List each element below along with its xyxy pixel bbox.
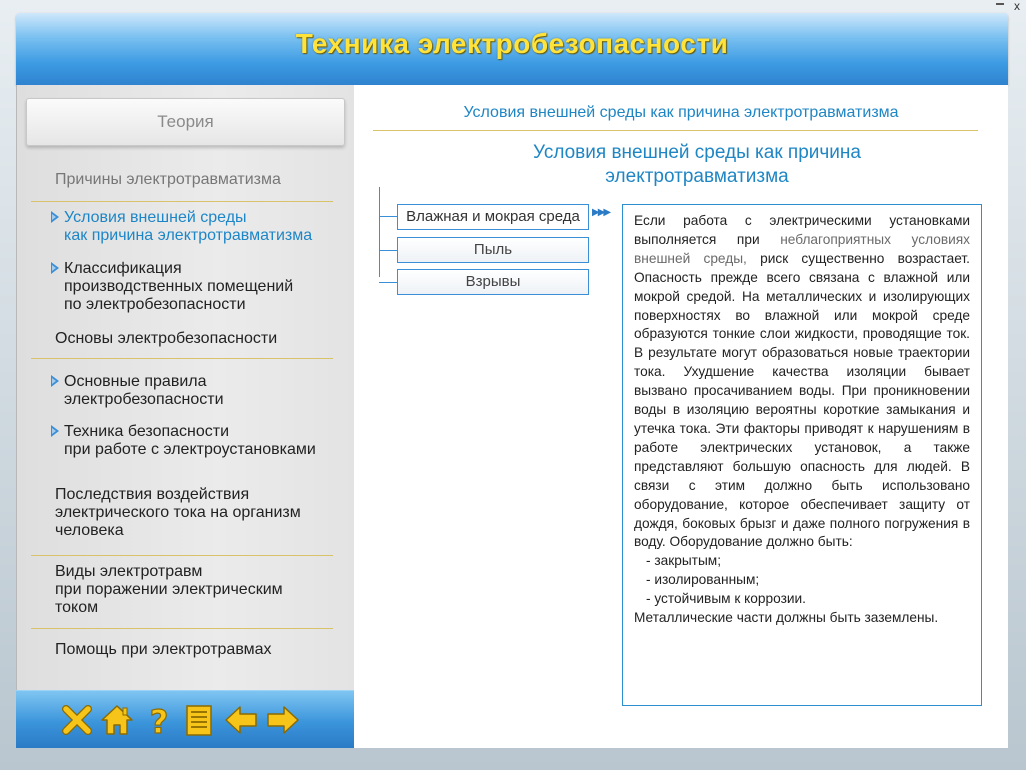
sidebar-section-label: электрического тока на организм [55, 504, 301, 521]
forward-arrow-icon[interactable] [266, 703, 300, 737]
theory-button[interactable]: Теория [26, 98, 345, 146]
text-segment: риск существенно возрастает. Опасность прежде всего связана с влажной или мокрой средой. На металлических и изолирующих поверхностях во влажной или мокрой среде образуются тонкие слои жидкости, проводящие ток. В результате могут образоваться новые траектории тока. Ухудшение качества изоляции бывает вызвано просачиванием воды. При проникновении воды в изоляцию вероятны короткие замыкания и утечка тока. Эти факторы приводят к нарушениям в работе электрических установок, а также представляют большую опасность для людей. В связи с этим должно быть использовано оборудование, которое обеспечивает защиту от дождя, боковых брызг и даже полного погружения в воду. Оборудование должно быть: [634, 250, 970, 550]
minimize-icon[interactable] [996, 3, 1004, 5]
text-highlight: неблагоприятных условиях внешней среды, [634, 231, 971, 266]
sidebar-section-consequences[interactable] [55, 486, 301, 540]
sidebar-section-label: Виды электротравм [55, 563, 203, 580]
sidebar [16, 85, 354, 690]
list-item: - изолированным; [646, 572, 760, 588]
page-title [354, 141, 1026, 189]
text-segment: Если работа с электрическими установками выполняется при [634, 213, 970, 247]
sidebar-item-environment[interactable] [64, 209, 312, 245]
bullet-arrow-icon [51, 211, 59, 223]
sidebar-divider [31, 201, 333, 202]
app-header [16, 13, 1008, 85]
svg-text:?: ? [149, 703, 169, 737]
bullet-arrow-icon [51, 375, 59, 387]
sidebar-item-safety-techniques[interactable] [64, 423, 316, 459]
text-segment: Металлические части должны быть заземлены. [634, 610, 939, 626]
page-title-line: электротравматизма [605, 166, 789, 187]
contents-icon[interactable] [182, 703, 216, 737]
close-icon[interactable] [60, 703, 94, 737]
tree-connector [379, 282, 397, 283]
sidebar-item-label: по электробезопасности [64, 296, 246, 313]
sidebar-item-label: электробезопасности [64, 391, 224, 408]
tree-connector [379, 187, 380, 277]
content-panel [354, 85, 1008, 748]
breadcrumb: Условия внешней среды как причина электротравматизма [463, 104, 899, 121]
sidebar-section-basics[interactable]: Основы электробезопасности [55, 330, 278, 347]
sidebar-item-label: производственных помещений [64, 278, 294, 295]
sidebar-item-label: Условия внешней среды [64, 209, 247, 226]
home-icon[interactable] [100, 703, 134, 737]
help-icon[interactable] [142, 703, 176, 737]
triple-arrow-icon: ▶▶▶ [592, 207, 610, 218]
list-item: - устойчивым к коррозии. [646, 591, 806, 607]
sidebar-section-injury-types[interactable] [55, 563, 283, 617]
description-text [634, 212, 970, 628]
sidebar-item-classification[interactable] [64, 260, 293, 314]
sidebar-section-label: током [55, 599, 99, 616]
page-title-line: Условия внешней среды как причина [533, 142, 861, 163]
bullet-arrow-icon [51, 262, 59, 274]
sidebar-section-label: человека [55, 522, 124, 539]
sidebar-item-label: при работе с электроустановками [64, 441, 316, 458]
close-window-icon[interactable]: x [1014, 0, 1020, 13]
sidebar-item-label: Техника безопасности [64, 423, 230, 440]
sidebar-divider [31, 358, 333, 359]
sidebar-divider [31, 628, 333, 629]
description-panel [622, 204, 982, 706]
bullet-arrow-icon [51, 425, 59, 437]
sidebar-section-first-aid[interactable]: Помощь при электротравмах [55, 641, 272, 658]
tree-connector [379, 250, 397, 251]
sidebar-section-label: при поражении электрическим [55, 581, 283, 598]
back-arrow-icon[interactable] [224, 703, 258, 737]
option-explosions[interactable]: Взрывы [397, 269, 589, 295]
sidebar-section-label: Последствия воздействия [55, 486, 250, 503]
tree-connector [379, 216, 397, 217]
sidebar-item-basic-rules[interactable] [64, 373, 224, 409]
list-item: - закрытым; [646, 553, 722, 569]
app-title: Техника электробезопасности [295, 28, 729, 59]
bottom-toolbar [16, 690, 354, 748]
sidebar-divider [31, 555, 333, 556]
sidebar-item-label: как причина электротравматизма [64, 227, 313, 244]
option-humid-environment[interactable]: Влажная и мокрая среда [397, 204, 589, 230]
option-dust[interactable]: Пыль [397, 237, 589, 263]
sidebar-section-causes[interactable]: Причины электротравматизма [55, 171, 281, 188]
breadcrumb-divider [373, 130, 978, 131]
sidebar-item-label: Классификация [64, 260, 182, 277]
sidebar-item-label: Основные правила [64, 373, 207, 390]
